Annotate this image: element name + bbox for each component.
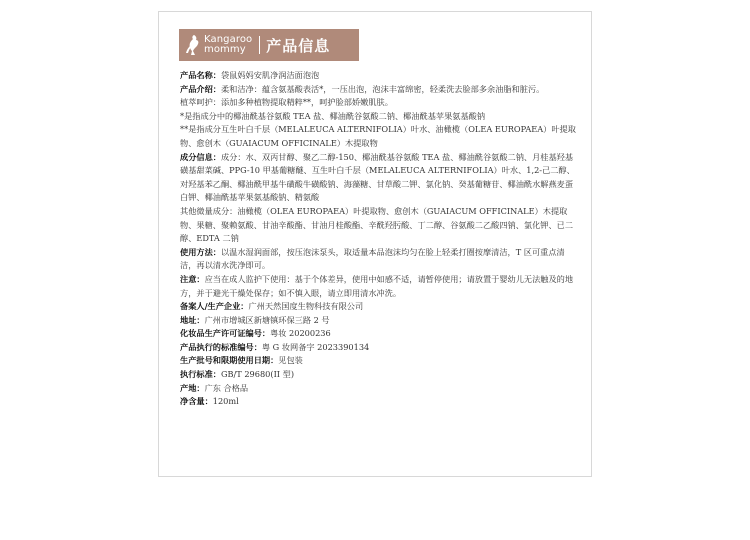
info-text: 其他微量成分：油橄榄（OLEA EUROPAEA）叶提取物、愈创木（GUAIACUM OFFICINALE）木提取物、果糖、聚赖氨酸、甘油辛酸酯、甘油月桂酸酯、辛酰羟肟酸、丁二醇、谷氨酸二乙酸四钠、氯化钾、已二醇、EDTA 二钠	[180, 205, 574, 244]
info-text: 应当在成人监护下使用：基于个体差异，使用中如感不适，请暂停使用；请放置于婴幼儿无法触及的地方，并于避光干燥处保存；如不慎入眼，请立即用清水冲洗。	[180, 273, 574, 298]
info-text: GB/T 29680(II 型)	[220, 369, 295, 380]
info-text: 成分：水、双丙甘醇、聚乙二醇-150、椰油酰基谷氨酸 TEA 盐、椰油酰谷氨酸二钠、月桂基羟基磺基甜菜碱、PPG-10 甲基葡糖醚、互生叶白千层（MELALEUCA ALTERNIFOLIA）叶水、1,2-己二醇、对羟基苯乙酮、椰油酰甲基牛磺酸牛磺酸钠、海藻糖、甘草酸二钾、氯化钠、癸基葡糖苷、椰油酰水解燕麦蛋白钾、椰油酰基苹果氨基酸钠、精氨酸	[180, 151, 575, 203]
info-text: 广州天然国度生物科技有限公司	[248, 301, 364, 312]
info-row-standard-number	[180, 341, 580, 355]
info-label: 产品名称：	[180, 70, 221, 80]
banner-divider	[259, 36, 260, 54]
info-label: 化妆品生产许可证编号：	[180, 328, 271, 339]
info-text: 粤 G 妆网备字 2023390134	[261, 341, 370, 352]
info-text: 120ml	[212, 396, 239, 407]
info-row-intro	[180, 83, 580, 97]
info-label: 产品介绍：	[180, 83, 221, 94]
info-row-batch	[180, 354, 580, 368]
info-label: 净含量：	[180, 396, 213, 407]
info-label: 执行标准：	[180, 369, 221, 380]
info-label: 生产批号和限期使用日期：	[180, 355, 279, 366]
info-label: 地址：	[180, 314, 205, 325]
info-label: 成分信息：	[180, 151, 221, 162]
brand-name	[204, 35, 252, 55]
info-row-trace-ingredients	[180, 205, 580, 246]
info-text: 广东 合格品	[204, 382, 249, 393]
info-row-manufacturer	[180, 300, 580, 314]
info-row-footnote-1	[180, 110, 580, 124]
info-row-name	[180, 69, 580, 83]
info-label: 产地：	[180, 382, 205, 393]
info-row-ingredients	[180, 151, 580, 205]
kangaroo-icon	[185, 34, 201, 56]
info-label: 备案人/生产企业：	[180, 301, 249, 312]
info-text: 见包装	[278, 355, 303, 366]
info-row-exec-standard	[180, 368, 580, 382]
info-row-address	[180, 314, 580, 328]
info-row-caution	[180, 273, 580, 300]
info-text: **是指成分互生叶白千层（MELALEUCA ALTERNIFOLIA）叶水、油橄榄（OLEA EUROPAEA）叶提取物、愈创木（GUAIACUM OFFICINALE）木提取物	[180, 124, 576, 148]
info-text: 粤妆 20200236	[270, 328, 331, 339]
info-label: 产品执行的标准编号：	[180, 341, 262, 352]
info-row-usage	[180, 246, 580, 273]
section-title: 产品信息	[266, 36, 331, 55]
header-banner	[179, 29, 359, 61]
brand-logo	[179, 29, 252, 61]
info-row-net-content	[180, 395, 580, 409]
info-text: 广州市增城区新塘镇环保三路 2 号	[204, 314, 330, 325]
info-text: 袋鼠妈妈安肌净润洁面泡泡	[220, 70, 320, 80]
brand-name-line1: Kangaroo	[204, 34, 253, 45]
info-row-botanical	[180, 96, 580, 110]
info-row-footnote-2	[180, 123, 580, 150]
info-row-origin	[180, 382, 580, 396]
info-text: *是指成分中的椰油酰基谷氨酸 TEA 盐、椰油酰谷氨酸二钠、椰油酰基苹果氨基酸钠	[180, 110, 486, 121]
info-text: 以温水湿润面部，按压泡沫泵头，取适量本品泡沫均匀在脸上轻柔打圈按摩清洁，T 区可重点清洁，再以清水洗净即可。	[180, 246, 565, 271]
info-text: 植萃呵护：添加多种植物提取精粹**，呵护脸部娇嫩肌肤。	[180, 97, 393, 108]
product-info-card	[158, 11, 592, 477]
info-label: 使用方法：	[180, 246, 221, 257]
info-list	[180, 69, 580, 409]
info-row-license	[180, 327, 580, 341]
info-text: 柔和洁净：蕴含氨基酸表活*，一压出泡，泡沫丰富绵密，轻柔洗去脸部多余油脂和脏污。	[220, 83, 545, 94]
brand-name-line2: mommy	[204, 44, 246, 55]
info-label: 注意：	[180, 273, 205, 284]
